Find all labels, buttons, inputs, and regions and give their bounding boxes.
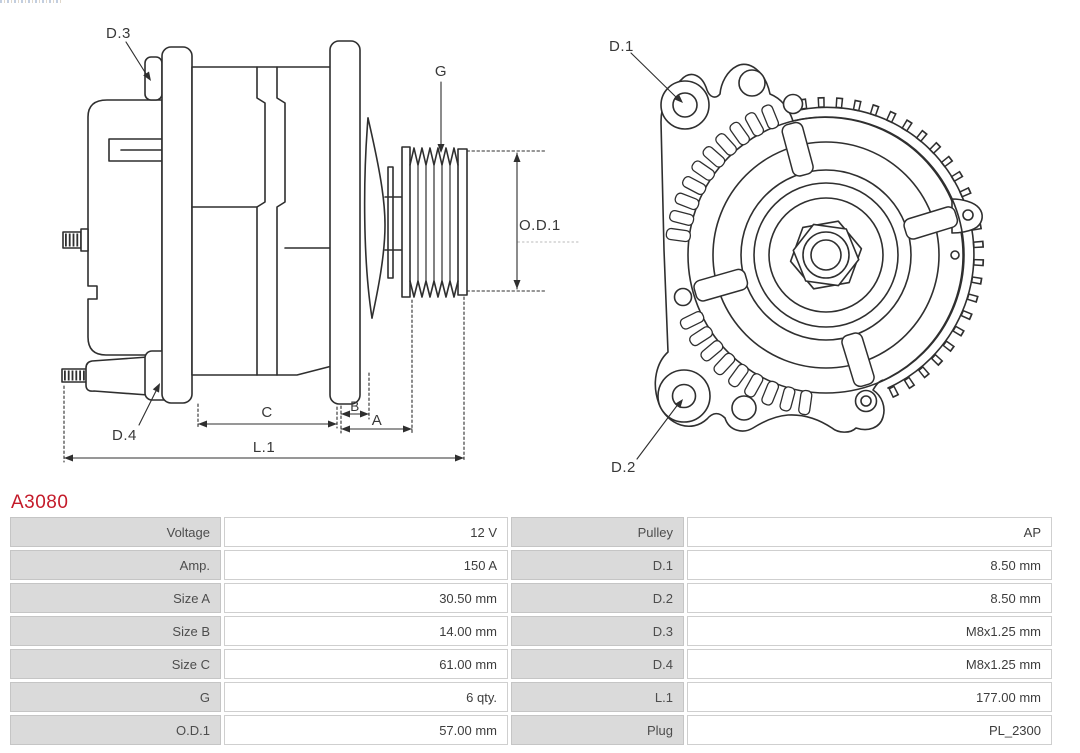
label-od1: O.D.1	[519, 217, 561, 234]
spec-label-cell: Size C	[10, 649, 221, 679]
spec-label-cell: D.3	[511, 616, 684, 646]
table-row	[10, 715, 1052, 745]
spec-value-cell: 6 qty.	[224, 682, 508, 712]
label-a: A	[371, 412, 383, 429]
spec-label-cell: Plug	[511, 715, 684, 745]
table-row	[10, 682, 1052, 712]
spec-value-cell: 57.00 mm	[224, 715, 508, 745]
spec-value-cell: PL_2300	[687, 715, 1052, 745]
spec-value-cell: M8x1.25 mm	[687, 616, 1052, 646]
label-g: G	[434, 63, 448, 80]
spec-label-cell: D.1	[511, 550, 684, 580]
spec-label-cell: Size A	[10, 583, 221, 613]
spec-value-cell: 30.50 mm	[224, 583, 508, 613]
table-row	[10, 616, 1052, 646]
spec-label-cell: D.4	[511, 649, 684, 679]
table-row	[10, 649, 1052, 679]
spec-table	[7, 514, 1055, 748]
part-number-heading: A3080	[11, 492, 69, 513]
spec-label-cell: Size B	[10, 616, 221, 646]
table-row	[10, 583, 1052, 613]
spec-label-cell: O.D.1	[10, 715, 221, 745]
spec-value-cell: 150 A	[224, 550, 508, 580]
label-b: B	[350, 399, 360, 414]
label-d3: D.3	[106, 25, 131, 42]
rear-view-drawing	[609, 38, 982, 476]
label-d1: D.1	[609, 38, 634, 55]
spec-label-cell: G	[10, 682, 221, 712]
spec-label-cell: Voltage	[10, 517, 221, 547]
spec-label-cell: Pulley	[511, 517, 684, 547]
spec-value-cell: 8.50 mm	[687, 583, 1052, 613]
label-c: C	[261, 404, 273, 421]
spec-label-cell: D.2	[511, 583, 684, 613]
spec-value-cell: 177.00 mm	[687, 682, 1052, 712]
spec-value-cell: AP	[687, 517, 1052, 547]
table-row	[10, 550, 1052, 580]
side-view-drawing	[62, 25, 580, 462]
label-l1: L.1	[252, 439, 276, 456]
spec-label-cell: L.1	[511, 682, 684, 712]
spec-value-cell: 61.00 mm	[224, 649, 508, 679]
spec-value-cell: M8x1.25 mm	[687, 649, 1052, 679]
label-d4: D.4	[112, 427, 137, 444]
spec-value-cell: 12 V	[224, 517, 508, 547]
label-d2: D.2	[611, 459, 636, 476]
spec-label-cell: Amp.	[10, 550, 221, 580]
spec-value-cell: 8.50 mm	[687, 550, 1052, 580]
spec-value-cell: 14.00 mm	[224, 616, 508, 646]
table-row	[10, 517, 1052, 547]
